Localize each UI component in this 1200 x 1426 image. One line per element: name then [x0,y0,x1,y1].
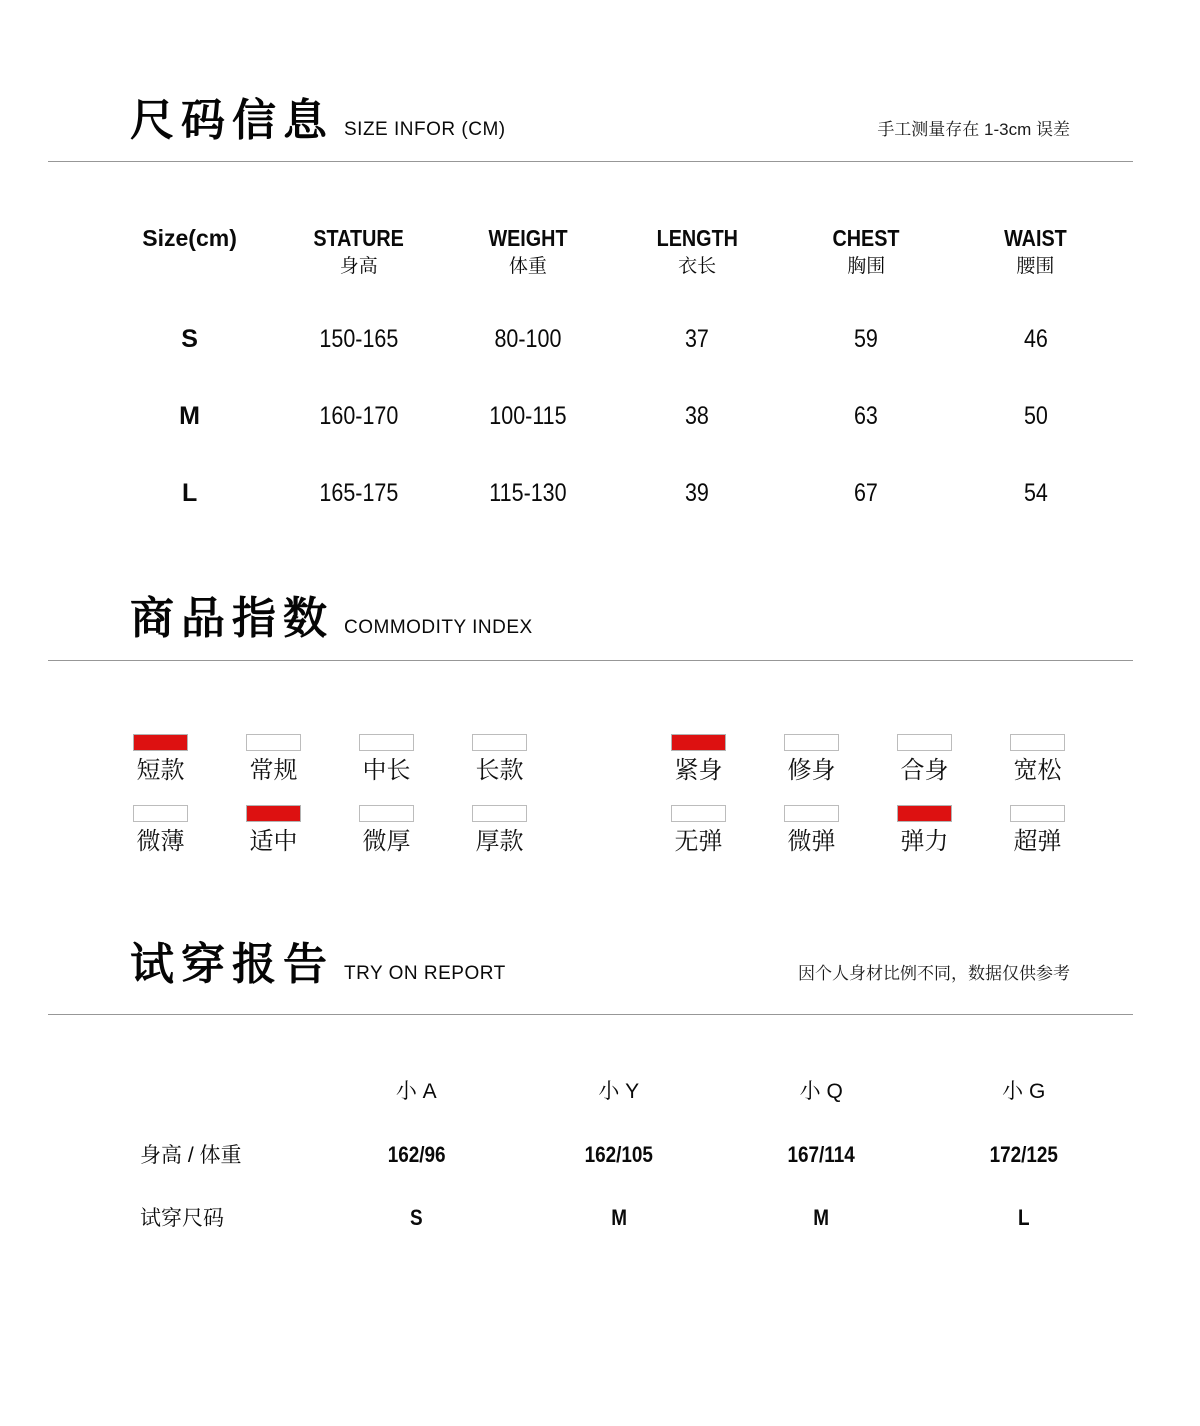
index-indicator-box [133,805,188,822]
header-en: WEIGHT [488,225,568,251]
fit-size-value: M [610,1205,627,1230]
header-en: CHEST [832,225,900,251]
index-indicator-box [671,734,726,751]
commodity-index-grid [0,734,1200,854]
size-info-title-en: SIZE INFOR (CM) [344,119,506,140]
index-indicator-box [472,805,527,822]
index-option [217,805,330,854]
index-option-label: 宽松 [1013,757,1062,784]
index-option [755,734,868,783]
section-divider [48,660,1133,661]
index-option [217,734,330,783]
size-table-header-length [613,226,782,277]
fit-size-value: M [813,1205,830,1230]
cell-stature: 160-170 [319,402,399,430]
index-row-2 [104,805,1200,854]
index-option [104,734,217,783]
cell-length: 37 [685,325,710,353]
tester-name: 小 A [395,1080,437,1103]
index-option-label: 弹力 [900,828,949,855]
cell-stature: 150-165 [319,325,399,353]
index-option [868,734,981,783]
index-option-label: 微厚 [362,828,411,855]
height-weight-value: 167/114 [787,1142,855,1167]
index-option [642,734,755,783]
section-divider [48,1014,1133,1015]
index-option [443,734,556,783]
size-table-header-row [105,226,1120,277]
index-option-label: 中长 [362,757,411,784]
measurement-tolerance-note: 手工测量存在 1-3cm 误差 [877,120,1070,139]
index-group-elasticity [642,805,1094,854]
fit-size-value: S [409,1205,423,1230]
cell-weight: 115-130 [489,479,567,507]
row-label: 试穿尺码 [140,1207,224,1230]
index-option-label: 合身 [900,757,949,784]
try-on-disclaimer-note: 因个人身材比例不同，数据仅供参考 [798,964,1070,983]
cell-chest: 59 [854,325,879,353]
cell-stature: 165-175 [319,479,399,507]
header-cn: 胸围 [847,256,886,277]
index-option [104,805,217,854]
commodity-index-title-en: COMMODITY INDEX [344,617,533,638]
index-option-label: 微薄 [136,828,185,855]
cell-waist: 46 [1023,325,1048,353]
index-option-label: 超弹 [1013,828,1062,855]
index-indicator-box [246,734,301,751]
index-indicator-box [359,734,414,751]
header-cn: 体重 [508,256,547,277]
section-divider [48,161,1133,162]
cell-length: 38 [685,402,710,430]
index-option [868,805,981,854]
cell-size: S [181,325,198,353]
size-table-row-s [105,326,1120,352]
index-group-fit [642,734,1094,783]
cell-length: 39 [685,479,710,507]
index-indicator-box [784,734,839,751]
try-on-row-fit-size [105,1206,1125,1231]
cell-size: M [179,402,200,430]
index-indicator-box [1010,734,1065,751]
index-option-label: 修身 [787,757,836,784]
cell-waist: 54 [1023,479,1048,507]
fit-size-value: L [1017,1205,1030,1230]
cell-weight: 80-100 [494,325,562,353]
header-cn: 身高 [339,256,378,277]
header-en: WAIST [1004,225,1067,251]
index-group-thickness [104,805,556,854]
size-table-row-m [105,403,1120,429]
index-indicator-box [784,805,839,822]
try-on-section-header [130,937,1070,992]
height-weight-value: 162/105 [584,1142,653,1167]
row-label: 身高 / 体重 [140,1144,242,1167]
cell-chest: 63 [854,402,879,430]
index-option-label: 常规 [249,757,298,784]
index-indicator-box [359,805,414,822]
index-option-label: 长款 [475,757,524,784]
index-option [981,805,1094,854]
cell-waist: 50 [1023,402,1048,430]
size-table-row-l [105,480,1120,506]
index-option-label: 紧身 [674,757,723,784]
size-table-header-chest [782,226,951,277]
index-option [330,734,443,783]
size-table [105,226,1120,506]
try-on-title-en: TRY ON REPORT [344,963,506,984]
index-option [330,805,443,854]
size-table-header-size [105,226,274,277]
size-table-header-stature [274,226,443,277]
height-weight-value: 172/125 [989,1142,1058,1167]
commodity-index-title-cn: 商品指数 [130,594,334,643]
index-indicator-box [246,805,301,822]
header-en: Size(cm) [142,225,237,251]
cell-chest: 67 [854,479,879,507]
tester-name: 小 Q [799,1080,843,1103]
index-option-label: 短款 [136,757,185,784]
try-on-title-cn: 试穿报告 [130,940,334,989]
index-option-label: 无弹 [674,828,723,855]
cell-size: L [181,479,198,507]
index-indicator-box [897,734,952,751]
size-info-title-cn: 尺码信息 [130,96,334,145]
size-info-section-header [130,93,1070,148]
index-option-label: 微弹 [787,828,836,855]
header-en: LENGTH [656,225,738,251]
header-cn: 腰围 [1016,256,1055,277]
tester-name: 小 G [1002,1080,1046,1103]
index-option [443,805,556,854]
index-option [981,734,1094,783]
try-on-table [105,1081,1125,1231]
header-cn: 衣长 [678,256,717,277]
index-indicator-box [133,734,188,751]
index-option [755,805,868,854]
commodity-index-section-header [130,591,1070,646]
index-group-length [104,734,556,783]
cell-weight: 100-115 [489,402,567,430]
try-on-header-row [105,1081,1125,1103]
index-option [642,805,755,854]
index-indicator-box [1010,805,1065,822]
size-table-header-weight [443,226,612,277]
index-indicator-box [472,734,527,751]
header-en: STATURE [313,225,404,251]
index-row-1 [104,734,1200,783]
try-on-row-height-weight [105,1143,1125,1168]
size-table-header-waist [951,226,1120,277]
index-option-label: 厚款 [475,828,524,855]
index-option-label: 适中 [249,828,298,855]
tester-name: 小 Y [598,1080,640,1103]
height-weight-value: 162/96 [387,1142,446,1167]
index-indicator-box [897,805,952,822]
index-indicator-box [671,805,726,822]
